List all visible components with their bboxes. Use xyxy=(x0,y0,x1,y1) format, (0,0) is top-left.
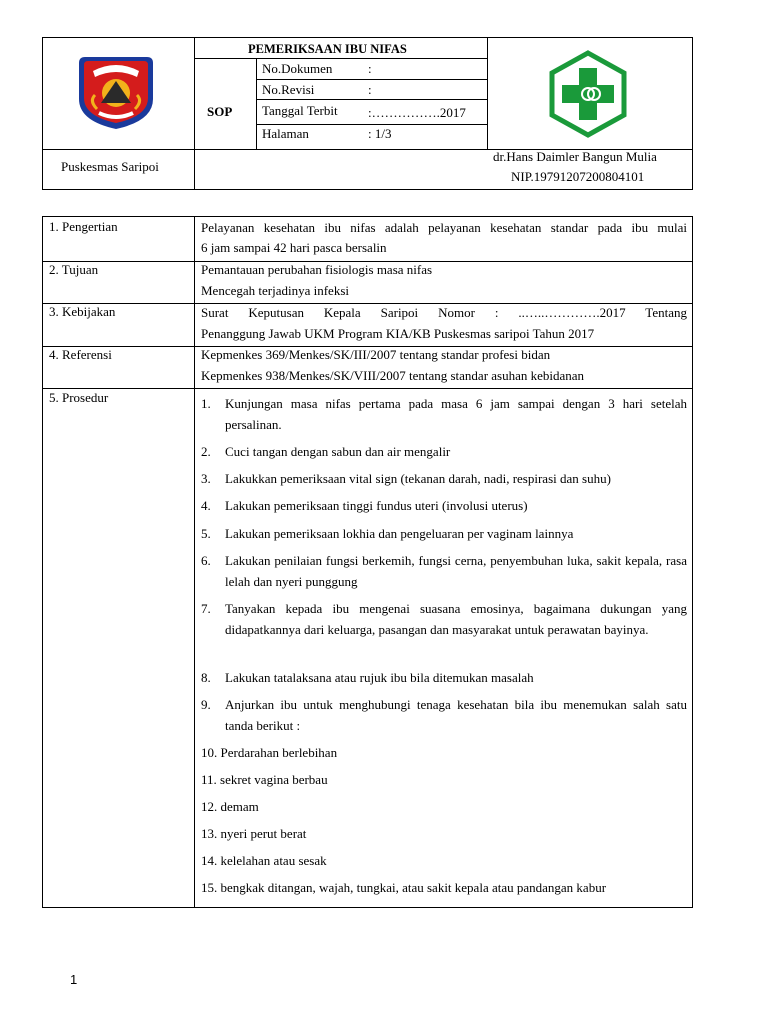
step-text: Tanyakan kepada ibu mengenai suasana emosinya, bagaimana dukungan yang didapatkannya dari keluarga, pasangan dan masyarakat untuk perawatan bayinya. xyxy=(225,601,687,637)
section-text-line: Pemantauan perubahan fisiologis masa nifas xyxy=(201,262,433,277)
signer-nip: NIP.19791207200804101 xyxy=(511,169,645,184)
step-text: Anjurkan ibu untuk menghubungi tenaga kesehatan bila ibu menemukan salah satu tanda berikut : xyxy=(225,697,687,733)
procedure-step xyxy=(201,550,687,592)
section-text-line: Surat Keputusan Kepala Saripoi Nomor : ..…..………….2017 Tentang xyxy=(201,305,687,320)
header-table xyxy=(42,37,693,190)
document-title: PEMERIKSAAN IBU NIFAS xyxy=(248,42,407,56)
section-label-kebijakan: 3. Kebijakan xyxy=(49,304,116,319)
step-number: 8. xyxy=(201,670,211,685)
field-no-dokumen-value: : xyxy=(368,61,372,76)
field-no-revisi-value: : xyxy=(368,82,372,97)
section-text-line: Mencegah terjadinya infeksi xyxy=(201,283,349,298)
step-text: Lakukan tatalaksana atau rujuk ibu bila ditemukan masalah xyxy=(225,670,534,685)
step-text: Lakukan penilaian fungsi berkemih, fungsi cerna, penyembuhan luka, sakit kepala, rasa lelah dan nyeri punggung xyxy=(225,553,687,589)
step-number: 3. xyxy=(201,471,211,486)
field-tanggal-terbit-label: Tanggal Terbit xyxy=(262,103,338,118)
field-no-revisi-label: No.Revisi xyxy=(262,82,315,97)
step-number: 1. xyxy=(201,396,211,411)
section-text-line: Kepmenkes 938/Menkes/SK/VIII/2007 tentang standar asuhan kebidanan xyxy=(201,368,585,383)
section-text-line: 6 jam sampai 42 hari pasca bersalin xyxy=(201,240,387,255)
step-text: Lakukan pemeriksaan tinggi fundus uteri (involusi uterus) xyxy=(225,498,528,513)
warning-sign-item: 13. nyeri perut berat xyxy=(201,826,307,841)
procedure-step xyxy=(201,495,687,516)
signer-name: dr.Hans Daimler Bangun Mulia xyxy=(493,149,657,164)
step-text: Lakukan pemeriksaan lokhia dan pengeluaran per vaginam lainnya xyxy=(225,526,574,541)
section-text-line: Penanggung Jawab UKM Program KIA/KB Puskesmas saripoi Tahun 2017 xyxy=(201,326,595,341)
institution-name: Puskesmas Saripoi xyxy=(61,159,159,174)
step-number: 5. xyxy=(201,526,211,541)
procedure-step xyxy=(201,468,687,489)
procedure-table xyxy=(42,216,693,908)
procedure-step xyxy=(201,598,687,640)
procedure-step xyxy=(201,523,687,544)
warning-sign-item: 15. bengkak ditangan, wajah, tungkai, atau sakit kepala atau pandangan kabur xyxy=(201,880,607,895)
divider xyxy=(256,99,488,100)
step-number: 4. xyxy=(201,498,211,513)
sop-label: SOP xyxy=(207,104,233,119)
step-text: Cuci tangan dengan sabun dan air mengalir xyxy=(225,444,451,459)
section-text-line: Kepmenkes 369/Menkes/SK/III/2007 tentang standar profesi bidan xyxy=(201,347,551,362)
warning-sign-item: 10. Perdarahan berlebihan xyxy=(201,745,338,760)
procedure-step xyxy=(201,441,687,462)
section-label-referensi: 4. Referensi xyxy=(49,347,112,362)
regency-emblem xyxy=(71,51,161,133)
field-no-dokumen-label: No.Dokumen xyxy=(262,61,333,76)
section-text-line: Pelayanan kesehatan ibu nifas adalah pelayanan kesehatan standar pada ibu mulai xyxy=(201,220,687,235)
section-label-pengertian: 1. Pengertian xyxy=(49,219,118,234)
section-label-prosedur: 5. Prosedur xyxy=(49,390,109,405)
divider xyxy=(194,58,488,59)
divider xyxy=(256,124,488,125)
divider xyxy=(256,79,488,80)
procedure-step xyxy=(201,694,687,736)
step-number: 2. xyxy=(201,444,211,459)
divider xyxy=(256,58,257,150)
section-label-tujuan: 2. Tujuan xyxy=(49,262,99,277)
step-number: 7. xyxy=(201,601,211,616)
divider xyxy=(194,217,195,907)
divider xyxy=(487,38,488,150)
procedure-step xyxy=(201,667,687,688)
warning-sign-item: 14. kelelahan atau sesak xyxy=(201,853,327,868)
divider xyxy=(43,388,692,389)
step-number: 9. xyxy=(201,697,211,712)
step-number: 6. xyxy=(201,553,211,568)
procedure-step xyxy=(201,393,687,435)
divider xyxy=(194,38,195,189)
step-text: Lakukkan pemeriksaan vital sign (tekanan darah, nadi, respirasi dan suhu) xyxy=(225,471,611,486)
field-halaman-value: : 1/3 xyxy=(368,126,392,141)
field-halaman-label: Halaman xyxy=(262,126,309,141)
puskesmas-logo xyxy=(548,50,628,138)
warning-sign-item: 12. demam xyxy=(201,799,259,814)
page-number: 1 xyxy=(70,972,78,987)
warning-sign-item: 11. sekret vagina berbau xyxy=(201,772,328,787)
step-text: Kunjungan masa nifas pertama pada masa 6 jam sampai dengan 3 hari setelah persalinan. xyxy=(225,396,687,432)
field-tanggal-terbit-value: :…………….2017 xyxy=(368,105,466,120)
